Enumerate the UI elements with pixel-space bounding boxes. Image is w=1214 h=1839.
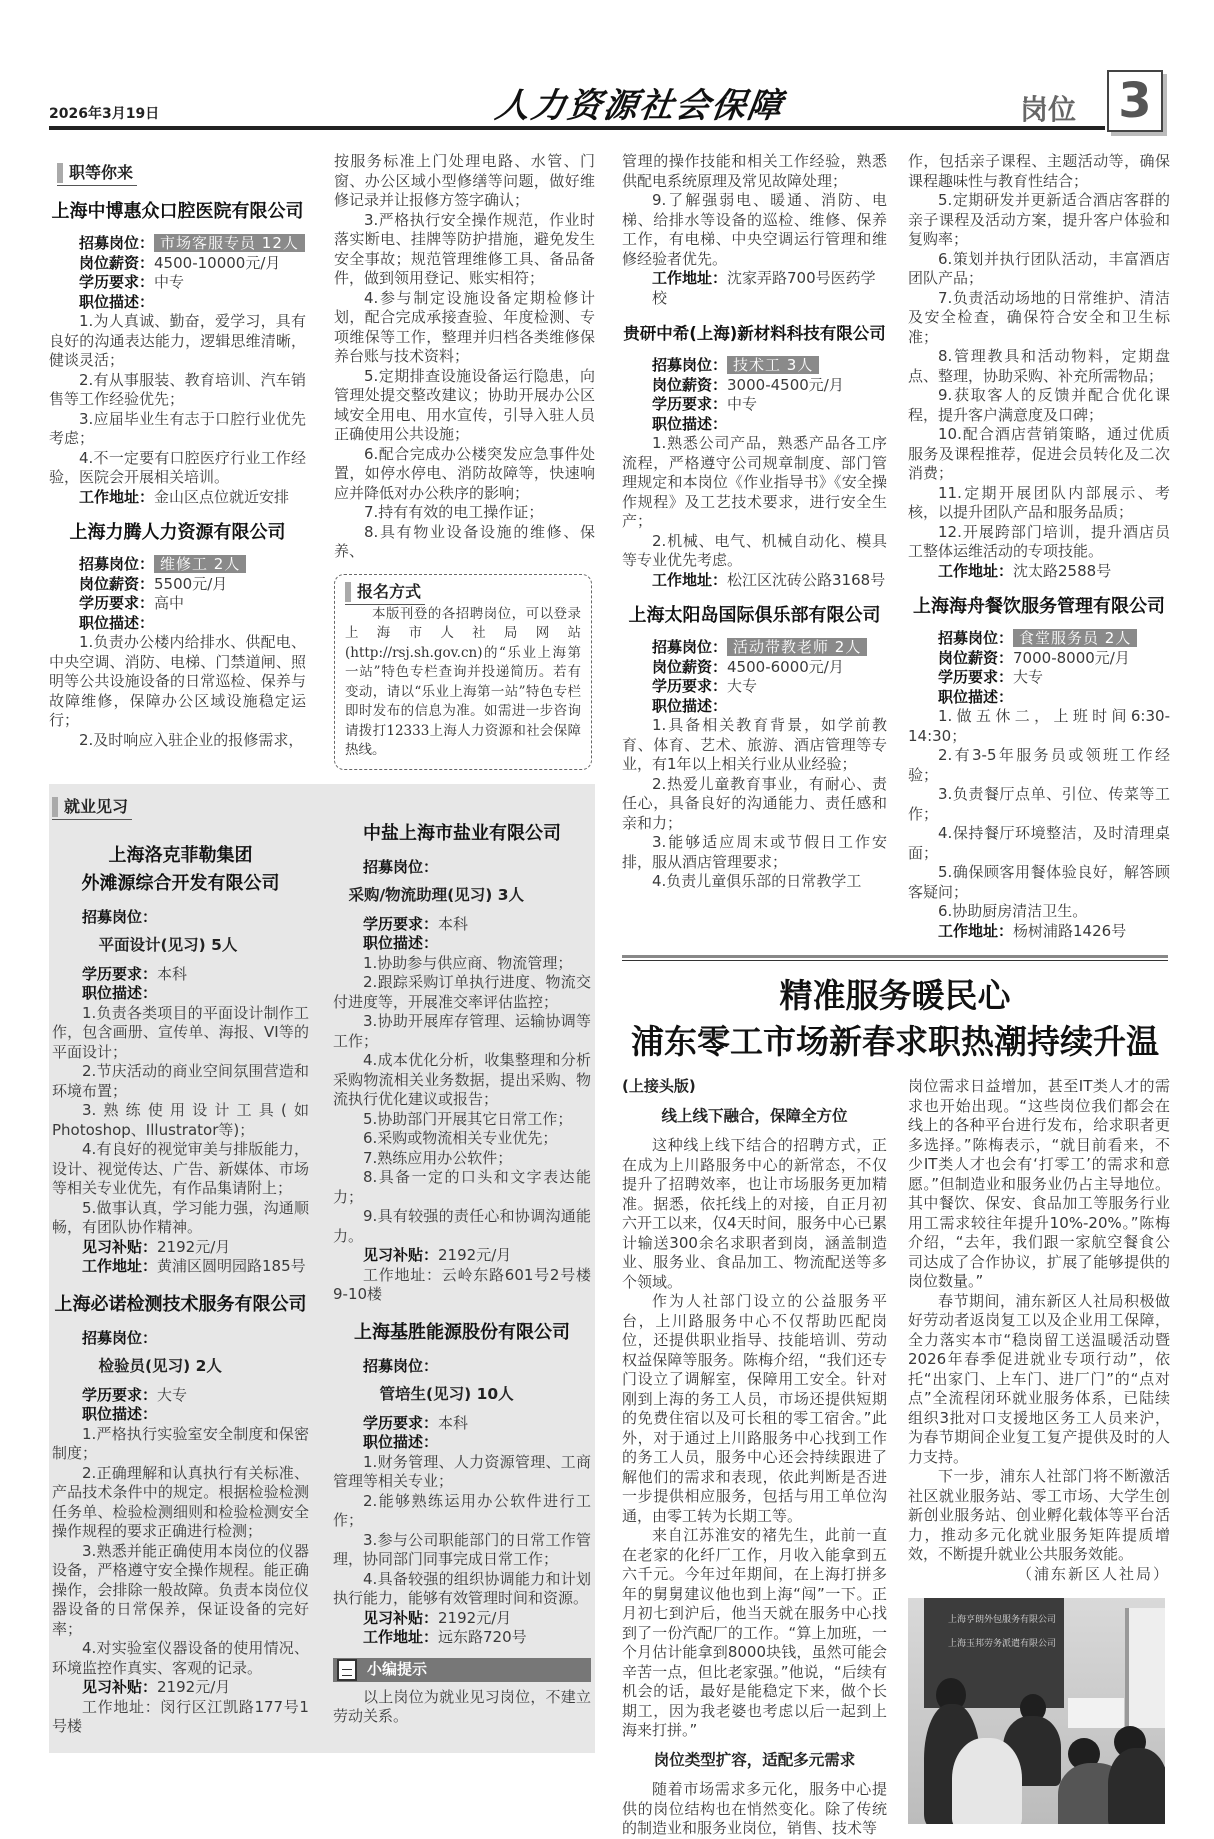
education-field: 学历要求：中专	[79, 273, 185, 291]
description-item: 3.协助开展库存管理、运输协调等工作；	[333, 1012, 591, 1050]
description-item: 4.参与制定设施设备定期检修计划，配合完成承接查验、年度检测、专项维保等工作，整理并归档各类维修保养台账与技术资料；	[334, 288, 595, 365]
description-item: 2.能够熟练运用办公软件进行工作；	[333, 1491, 591, 1529]
description-item: 3.能够适应周末或节假日工作安排，服从酒店管理要求；	[622, 833, 887, 871]
counter	[1068, 1698, 1124, 1728]
page-number: 3	[1107, 70, 1163, 132]
address-field: 工作地址：云岭东路601号2号楼9-10楼	[333, 1265, 591, 1303]
article-column-2	[908, 1077, 1170, 1824]
article-byline: （浦东新区人社局）	[1016, 1564, 1170, 1583]
position-title: 检验员(见习) 2人	[98, 1357, 222, 1375]
person	[952, 1738, 1022, 1824]
company-name: 上海洛克菲勒集团 外滩源综合开发有限公司	[81, 844, 280, 894]
window	[1125, 1608, 1165, 1728]
signup-info-box	[334, 574, 592, 770]
education-field: 学历要求：大专	[938, 668, 1044, 686]
education-field: 学历要求：本科	[363, 914, 469, 933]
description-item: 3.熟悉并能正确使用本岗位的仪器设备，严格遵守安全操作规程。能正确操作，会排除一般故障。负责本岗位仪器设备的日常保养，保证设备的完好率；	[52, 1541, 309, 1638]
description-item: 3.负责餐厅点单、引位、传菜等工作；	[908, 785, 1170, 823]
subsidy-field: 见习补贴：2192元/月	[82, 1237, 231, 1256]
section-name: 岗位	[1020, 93, 1077, 126]
description-item: 3.严格执行安全操作规范，作业时落实断电、挂牌等防护措施，避免发生安全事故；规范管理维修工具、备品备件，做到领用登记、账实相符；	[334, 210, 595, 287]
description-item: 3.熟练使用设计工具(如Photoshop、Illustrator等)；	[52, 1101, 309, 1139]
description-item: 7.负责活动场地的日常维护、清洁及安全检查，确保符合安全和卫生标准；	[908, 288, 1170, 346]
description-item: 7.熟练应用办公软件；	[363, 1148, 513, 1167]
column-2	[334, 152, 595, 770]
description-item: 2.跟踪采购订单执行进度、物流交付进度等，开展准交率评估监控；	[333, 973, 591, 1011]
education-field: 学历要求：中专	[652, 395, 758, 413]
description-label: 职位描述：	[79, 292, 155, 311]
description-item: 2.及时响应入驻企业的报修需求，	[79, 730, 304, 749]
description-item: 2.机械、电气、机械自动化、模具等专业优先考虑。	[622, 531, 887, 569]
salary-field: 岗位薪资：4500-6000元/月	[652, 657, 844, 676]
education-field: 学历要求：高中	[79, 594, 185, 612]
article-paragraph: 随着市场需求多元化，服务中心提供的岗位结构也在悄然变化。除了传统的制造业和服务业岗位，销售、技术等	[622, 1780, 887, 1837]
description-label: 职位描述：	[363, 1433, 439, 1451]
description-item: 6.协助厨房清洁卫生。	[938, 902, 1088, 920]
description-item: 1.负责办公楼内给排水、供配电、中央空调、消防、电梯、门禁道闸、照明等公共设施设备的日常巡检、保养与故障维修，保障办公区域设施稳定运行；	[49, 633, 306, 729]
article-paragraph: 下一步，浦东人社部门将不断激活社区就业服务站、零工市场、大学生创新创业服务站、创业孵化载体等平台活力，推动多元化就业服务矩阵提质增效，不断提升就业公共服务效能。	[908, 1467, 1170, 1563]
article-subheading: 岗位类型扩容，适配多元需求	[653, 1750, 856, 1769]
description-item: 4.不一定要有口腔医疗行业工作经验，医院会开展相关培训。	[49, 448, 306, 486]
position-title: 采购/物流助理(见习) 3人	[348, 886, 525, 904]
position-field: 招募岗位：	[363, 1356, 439, 1375]
description-item: 2.有3-5年服务员或领班工作经验；	[908, 746, 1170, 784]
description-item: 5.协助部门开展其它日常工作；	[363, 1109, 573, 1128]
article-paragraph: 岗位需求日益增加，甚至IT类人才的需求也开始出现。“这些岗位我们都会在线上的各种平台进行发布，给求职者更多选择。”陈梅表示，“就目前看来，不少IT类人才也会有‘打零工’的需求和意愿。”但制造业和服务业仍占主导地位。其中餐饮、保安、食品加工等服务行业用工需求较往年提升10%-20%。”陈梅介绍，“去年，我们跟一家航空餐食公司达成了合作协议，扩展了能够提供的岗位数量。”	[908, 1077, 1170, 1290]
education-field: 学历要求：大专	[82, 1385, 188, 1404]
issue-date: 2026年3月19日	[49, 106, 160, 122]
description-item: 作，包括亲子课程、主题活动等，确保课程趣味性与教育性结合；	[908, 152, 1170, 190]
description-item: 6.配合完成办公楼突发应急事件处置，如停水停电、消防故障等，快速响应并降低对办公秩序的影响；	[334, 444, 595, 502]
description-item: 5.做事认真，学习能力强，沟通顺畅，有团队协作精神。	[52, 1198, 309, 1236]
company-name: 上海中博惠众口腔医院有限公司	[51, 201, 304, 222]
right-region	[622, 152, 1170, 1839]
column-3	[622, 152, 887, 892]
position-field: 招募岗位：	[82, 907, 158, 926]
editor-tip-text: 以上岗位为就业见习岗位，不建立劳动关系。	[333, 1687, 591, 1725]
description-item: 按服务标准上门处理电路、水管、门窗、办公区域小型修缮等问题，做好维修记录并让报修方签字确认；	[334, 152, 595, 209]
description-item: 2.节庆活动的商业空间氛围营造和环境布置；	[52, 1062, 309, 1100]
salary-field: 岗位薪资：5500元/月	[79, 574, 228, 593]
notebook-icon	[337, 1659, 357, 1681]
editor-tip-title: 小编提示	[367, 1659, 428, 1678]
address-field: 工作地址：沈家弄路700号医药学校	[652, 269, 876, 307]
section-label: 就业见习	[52, 796, 132, 820]
company-name: 贵研中希(上海)新材料科技有限公司	[623, 324, 886, 343]
signup-text: 本版刊登的各招聘岗位，可以登录上海市人社局网站(http://rsj.sh.gov.cn)的“乐业上海第一站”特色专栏查询并投递简历。若有变动，请以“乐业上海第一站”特色专栏即时发布的信息为准。如需进一步咨询请拨打12333上海人力资源和社会保障热线。	[345, 605, 581, 758]
description-item: 管理的操作技能和相关工作经验，熟悉供配电系统原理及常见故障处理；	[622, 152, 887, 190]
subsidy-field: 见习补贴：2192元/月	[82, 1678, 231, 1696]
position-field: 招募岗位： 活动带教老师 2人	[622, 638, 887, 658]
description-item: 8.具备一定的口头和文字表达能力；	[333, 1168, 591, 1206]
description-label: 职位描述：	[652, 414, 728, 433]
description-item: 9.了解强弱电、暖通、消防、电梯、给排水等设备的巡检、维修、保养工作，有电梯、中央空调运行管理和维修经验者优先。	[622, 191, 887, 268]
company-sign: 上海亨朗外包服务有限公司 上海玉邦劳务派遣有限公司	[924, 1598, 1064, 1668]
position-field: 招募岗位： 维修工 2人	[49, 555, 306, 575]
article-subheading: 线上线下融合，保障全方位	[661, 1106, 848, 1125]
company-name: 上海基胜能源股份有限公司	[354, 1321, 570, 1343]
address-field: 工作地址：金山区点位就近安排	[79, 487, 290, 506]
person	[1108, 1748, 1165, 1824]
company-name: 上海海舟餐饮服务管理有限公司	[913, 596, 1165, 617]
position-tag: 活动带教老师 2人	[727, 638, 867, 656]
description-label: 职位描述：	[82, 1405, 158, 1423]
description-item: 5.确保顾客用餐体验良好，解答顾客疑问；	[908, 863, 1170, 901]
address-field: 工作地址：闵行区江凯路177号1号楼	[52, 1697, 309, 1735]
description-item: 1.具备相关教育背景，如学前教育、体育、艺术、旅游、酒店管理等专业，有1年以上相关行业从业经验；	[622, 716, 887, 773]
left-region	[49, 152, 595, 1753]
subsidy-field: 见习补贴：2192元/月	[363, 1608, 512, 1627]
position-tag: 食堂服务员 2人	[1013, 629, 1137, 647]
education-field: 学历要求：大专	[652, 677, 758, 695]
article-paragraph: 来自江苏淮安的褚先生，此前一直在老家的化纤厂工作，月收入能拿到五六千元。今年过年期间，在上海打拼多年的舅舅建议他也到上海“闯”一下。正月初七到沪后，他当天就在服务中心找到了一份汽配厂的工作。“算上加班，一个月估计能拿到8000块钱，虽然可能会辛苦一点，但比老家强。”他说，“后续有机会的话，最好是能稳定下来，做个长期工，因为我老婆也考虑以后一起到上海来打拼。”	[622, 1526, 887, 1739]
article-paragraph: 这种线上线下结合的招聘方式，正在成为上川路服务中心的新常态，不仅提升了招聘效率，也让市场服务更加精准。据悉，依托线上的对接，自正月初六开工以来，仅4天时间，服务中心已累计输送300余名求职者到岗，涵盖制造业、服务业、食品加工、物流配送等多个领域。	[622, 1136, 887, 1291]
description-item: 6.策划并执行团队活动，丰富酒店团队产品；	[908, 249, 1170, 287]
subsidy-field: 见习补贴：2192元/月	[363, 1246, 512, 1264]
article-title-line-2: 浦东零工市场新春求职热潮持续升温	[631, 1022, 1159, 1061]
position-field: 招募岗位： 食堂服务员 2人	[908, 629, 1170, 649]
description-item: 6.采购或物流相关专业优先；	[363, 1129, 558, 1147]
description-item: 9.具有较强的责任心和协调沟通能力。	[333, 1207, 591, 1245]
description-item: 11.定期开展团队内部展示、考核，以提升团队产品和服务品质；	[908, 483, 1170, 521]
description-item: 1.熟悉公司产品，熟悉产品各工序流程，严格遵守公司规章制度、部门管理规定和本岗位《作业指导书》《安全操作规程》及工艺技术要求，进行安全生产；	[622, 434, 887, 530]
signup-title: 报名方式	[345, 581, 425, 605]
description-item: 4.具备较强的组织协调能力和计划执行能力，能够有效管理时间和资源。	[333, 1569, 591, 1607]
position-field: 招募岗位：	[82, 1328, 158, 1347]
column-1	[49, 152, 306, 750]
company-name: 上海必诺检测技术服务有限公司	[54, 1293, 307, 1315]
description-item: 4.对实验室仪器设备的使用情况、环境监控作真实、客观的记录。	[52, 1639, 309, 1677]
description-item: 1.财务管理、人力资源管理、工商管理等相关专业；	[333, 1452, 591, 1490]
description-item: 1.做五休二，上班时间6:30-14:30；	[908, 707, 1170, 745]
header-rule	[49, 126, 1105, 130]
company-name: 中盐上海市盐业有限公司	[363, 822, 561, 844]
education-field: 学历要求：本科	[82, 964, 188, 983]
description-item: 3.参与公司职能部门的日常工作管理，协同部门同事完成日常工作；	[333, 1530, 591, 1568]
position-tag: 技术工 3人	[727, 356, 819, 374]
address-field: 工作地址：沈太路2588号	[938, 561, 1112, 580]
position-title: 平面设计(见习) 5人	[98, 936, 238, 954]
description-item: 2.正确理解和认真执行有关标准、产品技术条件中的规定。根据检验检测任务单、检验检测细则和检验检测安全操作规程的要求正确进行检测；	[52, 1463, 309, 1540]
description-item: 4.保持餐厅环境整洁，及时清理桌面；	[908, 824, 1170, 862]
company-name: 上海力腾人力资源有限公司	[69, 522, 286, 543]
description-label: 职位描述：	[79, 613, 155, 632]
address-field: 工作地址：杨树浦路1426号	[938, 921, 1127, 940]
description-item: 3.应届毕业生有志于口腔行业优先考虑；	[49, 409, 306, 447]
salary-field: 岗位薪资：3000-4500元/月	[652, 375, 844, 394]
description-item: 1.协助参与供应商、物流管理；	[363, 953, 573, 972]
masthead-logo: 人力资源社会保障	[492, 86, 787, 126]
position-title: 管培生(见习) 10人	[379, 1385, 514, 1403]
editor-tip-bar	[333, 1658, 591, 1682]
description-item: 8.具有物业设备设施的维修、保养、	[334, 522, 595, 560]
internship-column-2	[333, 796, 591, 1727]
internship-section	[49, 784, 595, 1753]
description-item: 1.为人真诚、勤奋，爱学习，具有良好的沟通表达能力，逻辑思维清晰，健谈灵活；	[49, 312, 306, 369]
description-item: 4.有良好的视觉审美与排版能力，设计、视觉传达、广告、新媒体、市场等相关专业优先，有作品集请附上；	[52, 1140, 309, 1197]
article-column-1	[622, 1077, 887, 1839]
description-item: 7.持有有效的电工操作证；	[364, 503, 544, 521]
article-paragraph: 作为人社部门设立的公益服务平台，上川路服务中心不仅帮助匹配岗位，还提供职业指导、技能培训、劳动权益保障等服务。陈梅介绍，“我们还专门设立了调解室，保障用工安全。针对刚到上海的务工人员，市场还提供短期的免费住宿以及可长租的零工宿舍。”此外，对于通过上川路服务中心找到工作的务工人员，服务中心还会持续跟进了解他们的需求和表现，依此判断是否进一步提供相应服务，包括与用工单位沟通，由零工转为长期工等。	[622, 1292, 887, 1525]
description-item: 5.定期研发并更新适合酒店客群的亲子课程及活动方案，提升客户体验和复购率；	[908, 191, 1170, 248]
salary-field: 岗位薪资：7000-8000元/月	[938, 648, 1130, 667]
description-item: 8.管理教具和活动物料，定期盘点、整理，协助采购、补充所需物品；	[908, 347, 1170, 385]
education-field: 学历要求：本科	[363, 1413, 469, 1432]
description-item: 5.定期排查设施设备运行隐患，向管理处提交整改建议；协助开展办公区域安全用电、用水宣传，引导入驻人员正确使用公共设施；	[334, 366, 595, 443]
description-item: 9.获取客人的反馈并配合优化课程，提升客户满意度及口碑；	[908, 386, 1170, 424]
address-field: 工作地址：松江区沈砖公路3168号	[652, 570, 886, 589]
description-item: 12.开展跨部门培训，提升酒店员工整体运维活动的专项技能。	[908, 522, 1170, 560]
description-item: 2.有从事服装、教育培训、汽车销售等工作经验优先；	[49, 370, 306, 408]
internship-column-1	[52, 796, 309, 1737]
position-field: 招募岗位：	[363, 857, 439, 876]
address-field: 工作地址：黄浦区圆明园路185号	[82, 1257, 306, 1275]
position-field: 招募岗位： 市场客服专员 12人	[49, 234, 306, 254]
position-tag: 维修工 2人	[154, 555, 246, 573]
description-item: 1.严格执行实验室安全制度和保密制度；	[52, 1424, 309, 1462]
description-label: 职位描述：	[363, 934, 439, 952]
continued-note: (上接头版)	[622, 1077, 696, 1095]
description-label: 职位描述：	[652, 696, 728, 715]
position-tag: 市场客服专员 12人	[154, 234, 305, 252]
description-item: 1.负责各类项目的平面设计制作工作，包含画册、宣传单、海报、VI等的平面设计；	[52, 1003, 309, 1061]
description-label: 职位描述：	[938, 687, 1014, 706]
description-item: 10.配合酒店营销策略，通过优质服务及课程推荐，促进会员转化及二次消费；	[908, 425, 1170, 482]
article-title-line-1: 精准服务暖民心	[779, 976, 1011, 1015]
description-label: 职位描述：	[82, 984, 158, 1002]
section-label: 职等你来	[57, 162, 137, 186]
address-field: 工作地址：远东路720号	[363, 1628, 527, 1646]
position-field: 招募岗位： 技术工 3人	[622, 356, 887, 376]
column-4	[908, 152, 1170, 941]
description-item: 4.成本优化分析，收集整理和分析采购物流相关业务数据，提出采购、物流执行优化建议或报告；	[333, 1051, 591, 1108]
salary-field: 岗位薪资：4500-10000元/月	[79, 253, 281, 272]
description-item: 4.负责儿童俱乐部的日常教学工	[652, 872, 862, 890]
company-name: 上海太阳岛国际俱乐部有限公司	[628, 605, 881, 626]
description-item: 2.热爱儿童教育事业，有耐心、责任心，具备良好的沟通能力、责任感和亲和力；	[622, 774, 887, 832]
article-photo	[908, 1598, 1165, 1824]
article-divider	[622, 955, 1168, 961]
article-paragraph: 春节期间，浦东新区人社局积极做好劳动者返岗复工以及企业用工保障，全力落实本市“稳岗留工送温暖活动暨2026年春季促进就业专项行动”，依托“出家门、上车门、进厂门”的“点对点”全流程闭环就业服务体系，已陆续组织3批对口支援地区务工人员来沪，为春节期间企业复工复产提供及时的人力支持。	[908, 1291, 1170, 1466]
